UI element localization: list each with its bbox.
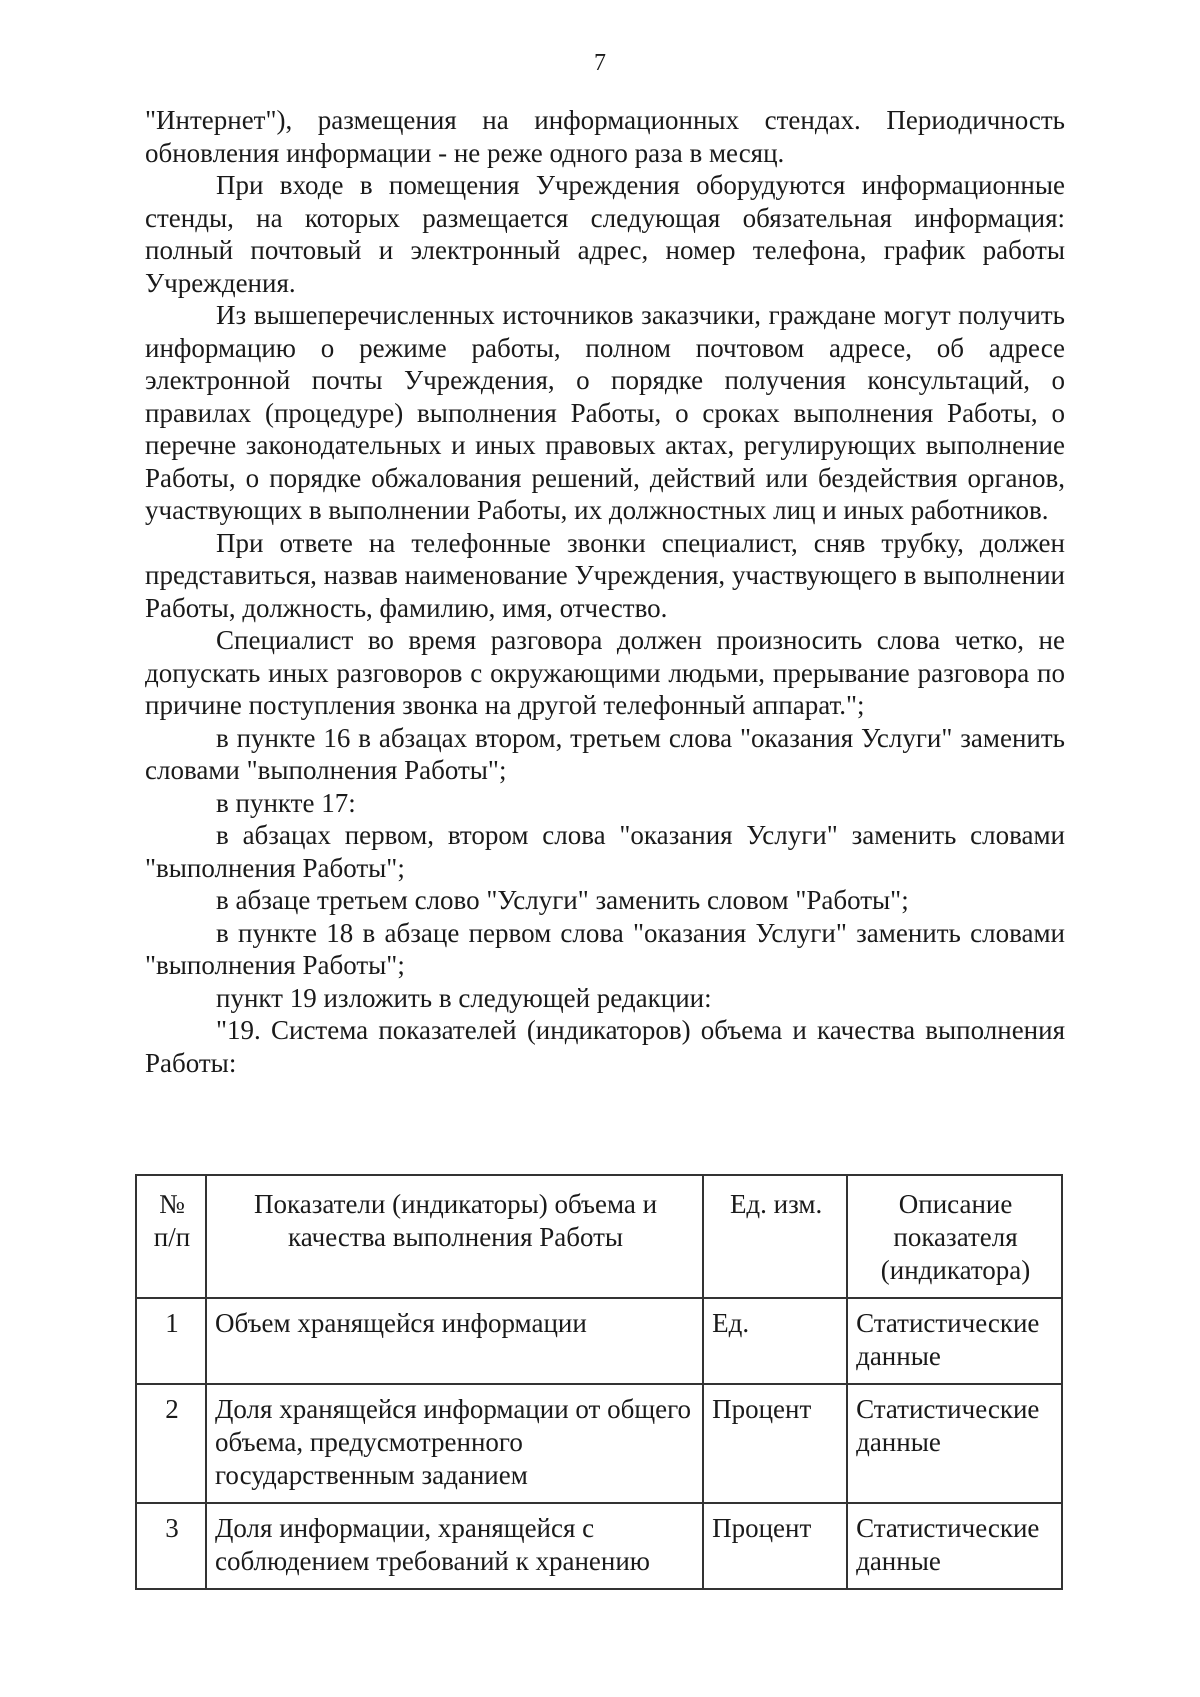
- header-description: Описание показателя (индикатора): [847, 1175, 1062, 1298]
- cell-unit: Процент: [703, 1384, 847, 1503]
- page-number: 7: [594, 50, 606, 76]
- paragraph: в пункте 17:: [216, 787, 356, 818]
- cell-indicator: Доля хранящейся информации от общего объема, предусмотренного государственным заданием: [206, 1384, 703, 1503]
- paragraph: "19. Система показателей (индикаторов) объема и качества выполнения Работы:: [145, 1015, 1065, 1078]
- cell-unit: Процент: [703, 1503, 847, 1589]
- table-row: [136, 1384, 1062, 1503]
- cell-indicator: Доля информации, хранящейся с соблюдением требований к хранению: [206, 1503, 703, 1589]
- table-header-row: [136, 1175, 1062, 1298]
- cell-indicator: Объем хранящейся информации: [206, 1298, 703, 1384]
- indicators-table: [135, 1174, 1063, 1590]
- paragraph: Специалист во время разговора должен произносить слова четко, не допускать иных разговоров с окружающими людьми, прерывание разговора по причине поступления звонка на другой телефонный аппарат.";: [145, 625, 1065, 720]
- paragraph: Из вышеперечисленных источников заказчики, граждане могут получить информацию о режиме работы, полном почтовом адресе, об адресе электронной почты Учреждения, о порядке получения консультаций, о правилах (процедуре) выполнения Работы, о сроках выполнения Работы, о перечне законодательных и иных правовых актах, регулирующих выполнение Работы, о порядке обжалования решений, действий или бездействия органов, участвующих в выполнении Работы, их должностных лиц и иных работников.: [145, 300, 1065, 525]
- paragraph: "Интернет"), размещения на информационных стендах. Периодичность обновления информации - не реже одного раза в месяц.: [145, 105, 1065, 168]
- header-unit: Ед. изм.: [703, 1175, 847, 1298]
- cell-unit: Ед.: [703, 1298, 847, 1384]
- cell-number: 3: [136, 1503, 206, 1589]
- cell-description: Статистические данные: [847, 1384, 1062, 1503]
- cell-description: Статистические данные: [847, 1503, 1062, 1589]
- paragraph: При входе в помещения Учреждения оборудуются информационные стенды, на которых размещается следующая обязательная информация: полный почтовый и электронный адрес, номер телефона, график работы Учреждения.: [145, 170, 1065, 298]
- header-number: № п/п: [136, 1175, 206, 1298]
- paragraph: в пункте 16 в абзацах втором, третьем слова "оказания Услуги" заменить словами "выполнения Работы";: [145, 722, 1065, 785]
- cell-number: 2: [136, 1384, 206, 1503]
- table-row: [136, 1503, 1062, 1589]
- paragraph: в пункте 18 в абзаце первом слова "оказания Услуги" заменить словами "выполнения Работы";: [145, 917, 1065, 980]
- cell-number: 1: [136, 1298, 206, 1384]
- paragraph: в абзацах первом, втором слова "оказания Услуги" заменить словами "выполнения Работы";: [145, 820, 1065, 883]
- cell-description: Статистические данные: [847, 1298, 1062, 1384]
- table-row: [136, 1298, 1062, 1384]
- paragraph: пункт 19 изложить в следующей редакции:: [216, 982, 712, 1013]
- paragraph: При ответе на телефонные звонки специалист, сняв трубку, должен представиться, назвав наименование Учреждения, участвующего в выполнении Работы, должность, фамилию, имя, отчество.: [145, 527, 1065, 623]
- paragraph: в абзаце третьем слово "Услуги" заменить словом "Работы";: [216, 885, 909, 915]
- header-indicator: Показатели (индикаторы) объема и качества выполнения Работы: [206, 1175, 703, 1298]
- document-body: [145, 104, 1065, 1079]
